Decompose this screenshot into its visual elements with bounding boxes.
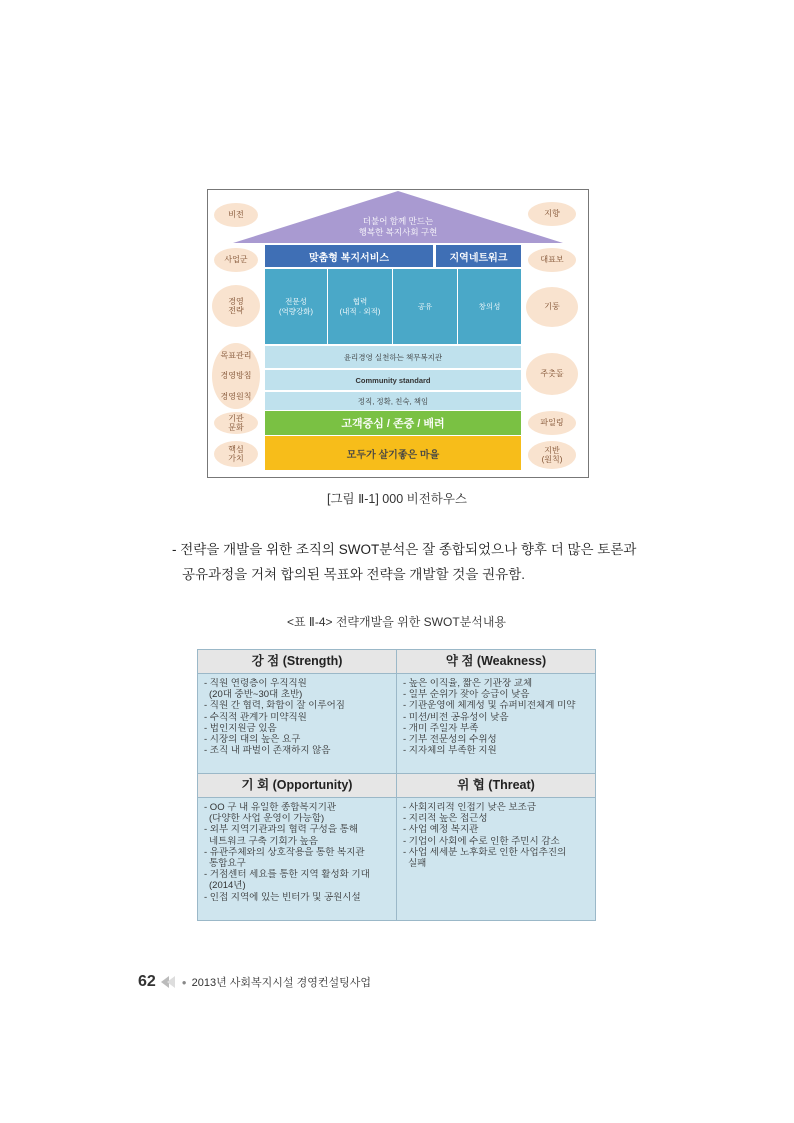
list-item: - OO 구 내 유일한 종합복지기관 (204, 802, 337, 813)
list-item: - 사업 예정 복지관 (403, 824, 479, 836)
list-item: (다양한 사업 운영이 가능함) (209, 813, 325, 825)
list-item: - 기부 전문성의 수위성 (403, 734, 497, 746)
roof-text-line-2: 행복한 복지사회 구현 (358, 227, 438, 238)
list-item: - 사업 세세분 노후화로 인한 사업추진의 (403, 846, 567, 858)
list-item: 네트워크 구축 기회가 높음 (209, 835, 318, 847)
opportunity-header: 기 회 (Opportunity) (198, 774, 397, 798)
table-caption: <표 Ⅱ-4> 전략개발을 위한 SWOT분석내용 (286, 615, 507, 629)
threat-cell (397, 798, 596, 921)
strength-header: 강 점 (Strength) (198, 650, 397, 674)
label-strategy: 경영 전략 (212, 285, 260, 327)
label-base: 지반 (원칙) (528, 441, 576, 469)
label-rep: 대표보 (528, 248, 576, 272)
label-culture: 기관 문화 (214, 412, 258, 434)
label-core-values: 핵심 가치 (214, 441, 258, 467)
list-item: - 수직적 관계가 미약직원 (204, 711, 307, 723)
band-principles: 정직, 정확, 친숙, 책임 (265, 392, 521, 410)
paragraph-line-2: 공유과정을 거쳐 합의된 목표와 전략을 개발할 것을 권유함. (182, 567, 525, 582)
threat-header: 위 협 (Threat) (397, 774, 596, 798)
figure-caption: [그림 Ⅱ-1] 000 비전하우스 (326, 492, 467, 506)
weakness-cell (397, 674, 596, 774)
list-item: - 직원 연령층이 우직직원 (204, 678, 307, 689)
roof-text (338, 216, 458, 239)
list-item: - 유관주체와의 상호작용을 통한 복지관 (204, 846, 365, 858)
vision-house-figure (207, 189, 589, 478)
culture-bar: 고객중심 / 존중 / 배려 (265, 411, 521, 435)
label-management-group (212, 343, 260, 409)
label-pillar: 기둥 (526, 287, 578, 327)
strength-cell (198, 674, 397, 774)
band-community-standard: Community standard (265, 370, 521, 390)
pillar-1: 전문성 (역량강화) (265, 269, 327, 344)
network-bar: 지역네트워크 (436, 245, 521, 267)
paragraph-line-1: - 전략을 개발을 위한 조직의 SWOT분석은 잘 종합되었으나 향후 더 많은 토론과 (172, 542, 637, 557)
list-item: - 법인지원금 있음 (204, 722, 277, 734)
band-ethics: 윤리경영 실천하는 책무복지관 (265, 346, 521, 368)
label-wall: 파일링 (528, 411, 576, 435)
list-item: - 지리적 높은 접근성 (403, 813, 488, 825)
pillar-3: 공유 (393, 269, 457, 344)
list-item: - 지자체의 부족한 지원 (403, 745, 497, 757)
list-item: - 조직 내 파벌이 존재하지 않음 (204, 745, 331, 757)
footer-title: 2013년 사회복지시설 경영컨설팅사업 (191, 977, 371, 989)
label-business: 사업군 (214, 248, 258, 272)
bullet-icon: ● (181, 977, 187, 987)
list-item: - 개미 주일자 부족 (403, 722, 479, 734)
list-item: 실패 (408, 858, 427, 870)
opportunity-cell (198, 798, 397, 921)
list-item: - 기관운영에 체계성 및 슈퍼비전체계 미약 (403, 700, 576, 712)
list-item: - 인접 지역에 있는 빈터가 및 공원시설 (204, 891, 361, 903)
list-item: - 시장의 대의 높은 요구 (204, 734, 301, 746)
list-item: - 높은 이직율, 짧은 기관장 교체 (403, 678, 533, 689)
label-vision: 비전 (214, 203, 258, 227)
weakness-header: 약 점 (Weakness) (397, 650, 596, 674)
list-item: 통합요구 (209, 858, 246, 870)
list-item: - 거점센터 세요를 통한 지역 활성화 기대 (204, 869, 370, 881)
service-bar: 맞춤형 복지서비스 (265, 245, 433, 267)
list-item: - 일부 순위가 잦아 승급이 낮음 (403, 689, 530, 701)
list-item: (2014년) (209, 880, 246, 892)
list-item: - 미션/비전 공유성이 낮음 (403, 711, 509, 723)
label-mgmt-top: 목표관리 (220, 351, 252, 361)
page-number: 62 (138, 973, 156, 990)
body-paragraph (172, 537, 712, 587)
swot-table (197, 649, 596, 921)
chevron-left-icon (161, 976, 177, 988)
page-footer (138, 973, 371, 991)
label-goal: 지향 (528, 202, 576, 226)
list-item: - 기업이 사회에 수로 인한 주민시 감소 (403, 835, 560, 847)
roof-text-line-1: 더불어 함께 만드는 (362, 216, 434, 226)
label-beam: 주춧돌 (526, 353, 578, 395)
label-mgmt-mid: 경영방침 (220, 371, 252, 381)
list-item: - 사회지리적 인접기 낮은 보조금 (403, 802, 537, 813)
core-value-bar: 모두가 살기좋은 마을 (265, 436, 521, 470)
pillar-2: 협력 (내적 · 외적) (328, 269, 392, 344)
label-mgmt-bot: 경영원칙 (220, 391, 252, 401)
list-item: - 외부 지역기관과의 협력 구성을 통해 (204, 824, 359, 836)
pillar-4: 창의성 (458, 269, 521, 344)
list-item: (20대 중반~30대 초반) (209, 689, 303, 701)
list-item: - 직원 간 협력, 화합이 잘 이루어짐 (204, 700, 345, 712)
